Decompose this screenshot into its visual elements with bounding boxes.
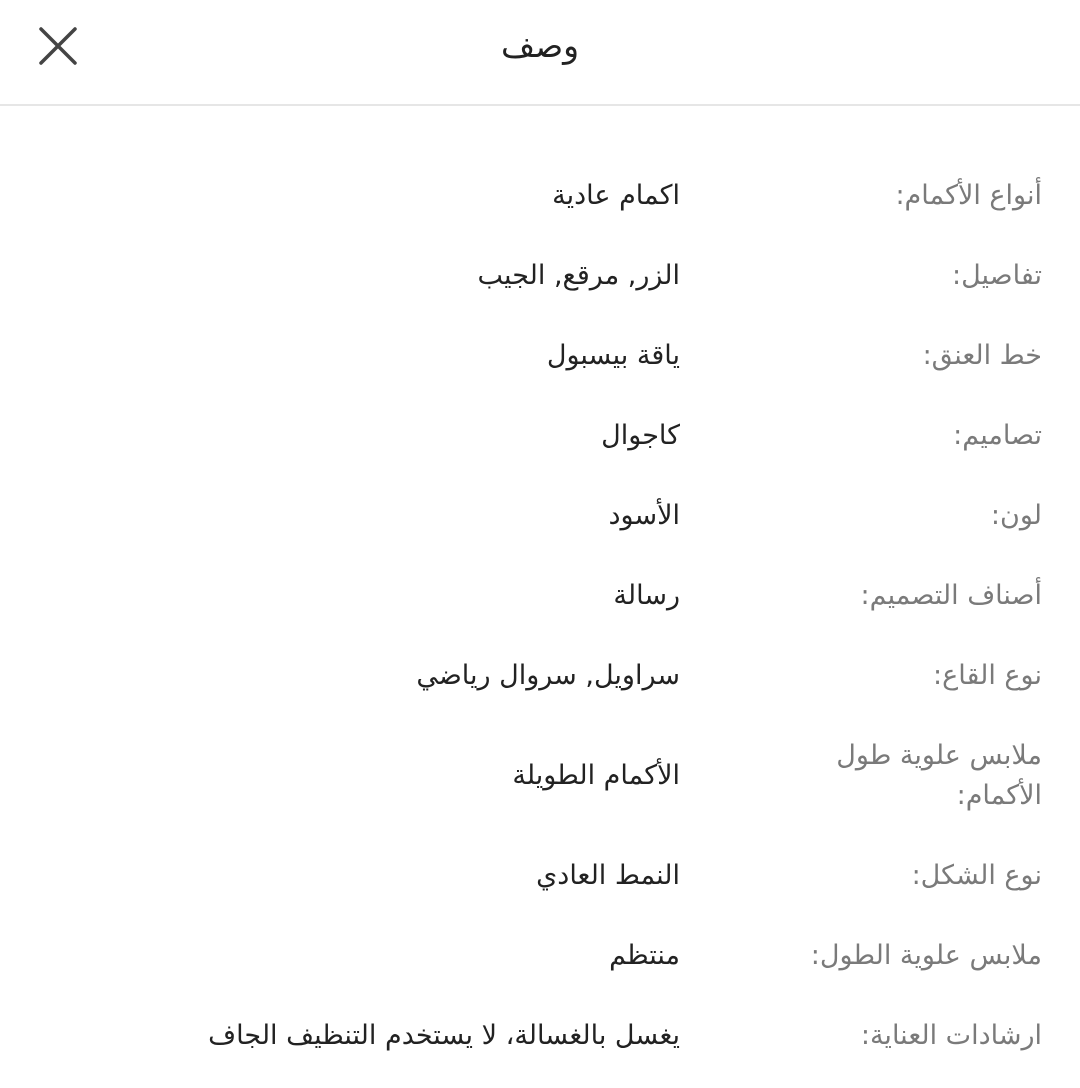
attribute-value: الأكمام الطويلة [512, 760, 680, 791]
attribute-label: ملابس علوية طول الأكمام: [836, 740, 1042, 811]
attribute-row [0, 716, 1080, 836]
attribute-value: يغسل بالغسالة، لا يستخدم التنظيف الجاف [208, 1020, 680, 1051]
attribute-label: ملابس علوية الطول: [810, 940, 1042, 971]
attribute-label: تصاميم: [953, 420, 1042, 451]
attribute-row [0, 916, 1080, 996]
attribute-row [0, 996, 1080, 1076]
attribute-value: منتظم [609, 940, 680, 971]
attribute-label: لون: [990, 500, 1042, 531]
attribute-label: نوع القاع: [933, 660, 1042, 691]
attribute-list [0, 106, 1080, 1076]
attribute-label: خط العنق: [922, 340, 1042, 371]
attribute-value: النمط العادي [536, 860, 680, 891]
attribute-value: كاجوال [601, 420, 680, 451]
attribute-row [0, 636, 1080, 716]
attribute-row [0, 836, 1080, 916]
attribute-label: نوع الشكل: [911, 860, 1042, 891]
attribute-value: رسالة [613, 580, 680, 611]
attribute-row [0, 476, 1080, 556]
page-title: وصف [500, 26, 580, 65]
attribute-value: سراويل, سروال رياضي [416, 660, 680, 691]
attribute-value: ياقة بيسبول [546, 340, 680, 371]
attribute-label: أصناف التصميم: [860, 580, 1042, 611]
sheet-header [0, 0, 1080, 106]
attribute-label: أنواع الأكمام: [895, 180, 1042, 211]
attribute-label: ارشادات العناية: [860, 1020, 1042, 1051]
attribute-value: الأسود [608, 500, 680, 531]
attribute-value: الزر, مرقع, الجيب [477, 260, 680, 291]
attribute-row [0, 316, 1080, 396]
attribute-value: اكمام عادية [552, 180, 680, 211]
attribute-label: تفاصيل: [951, 260, 1042, 291]
attribute-row [0, 556, 1080, 636]
attribute-row [0, 396, 1080, 476]
attribute-row [0, 156, 1080, 236]
attribute-row [0, 236, 1080, 316]
